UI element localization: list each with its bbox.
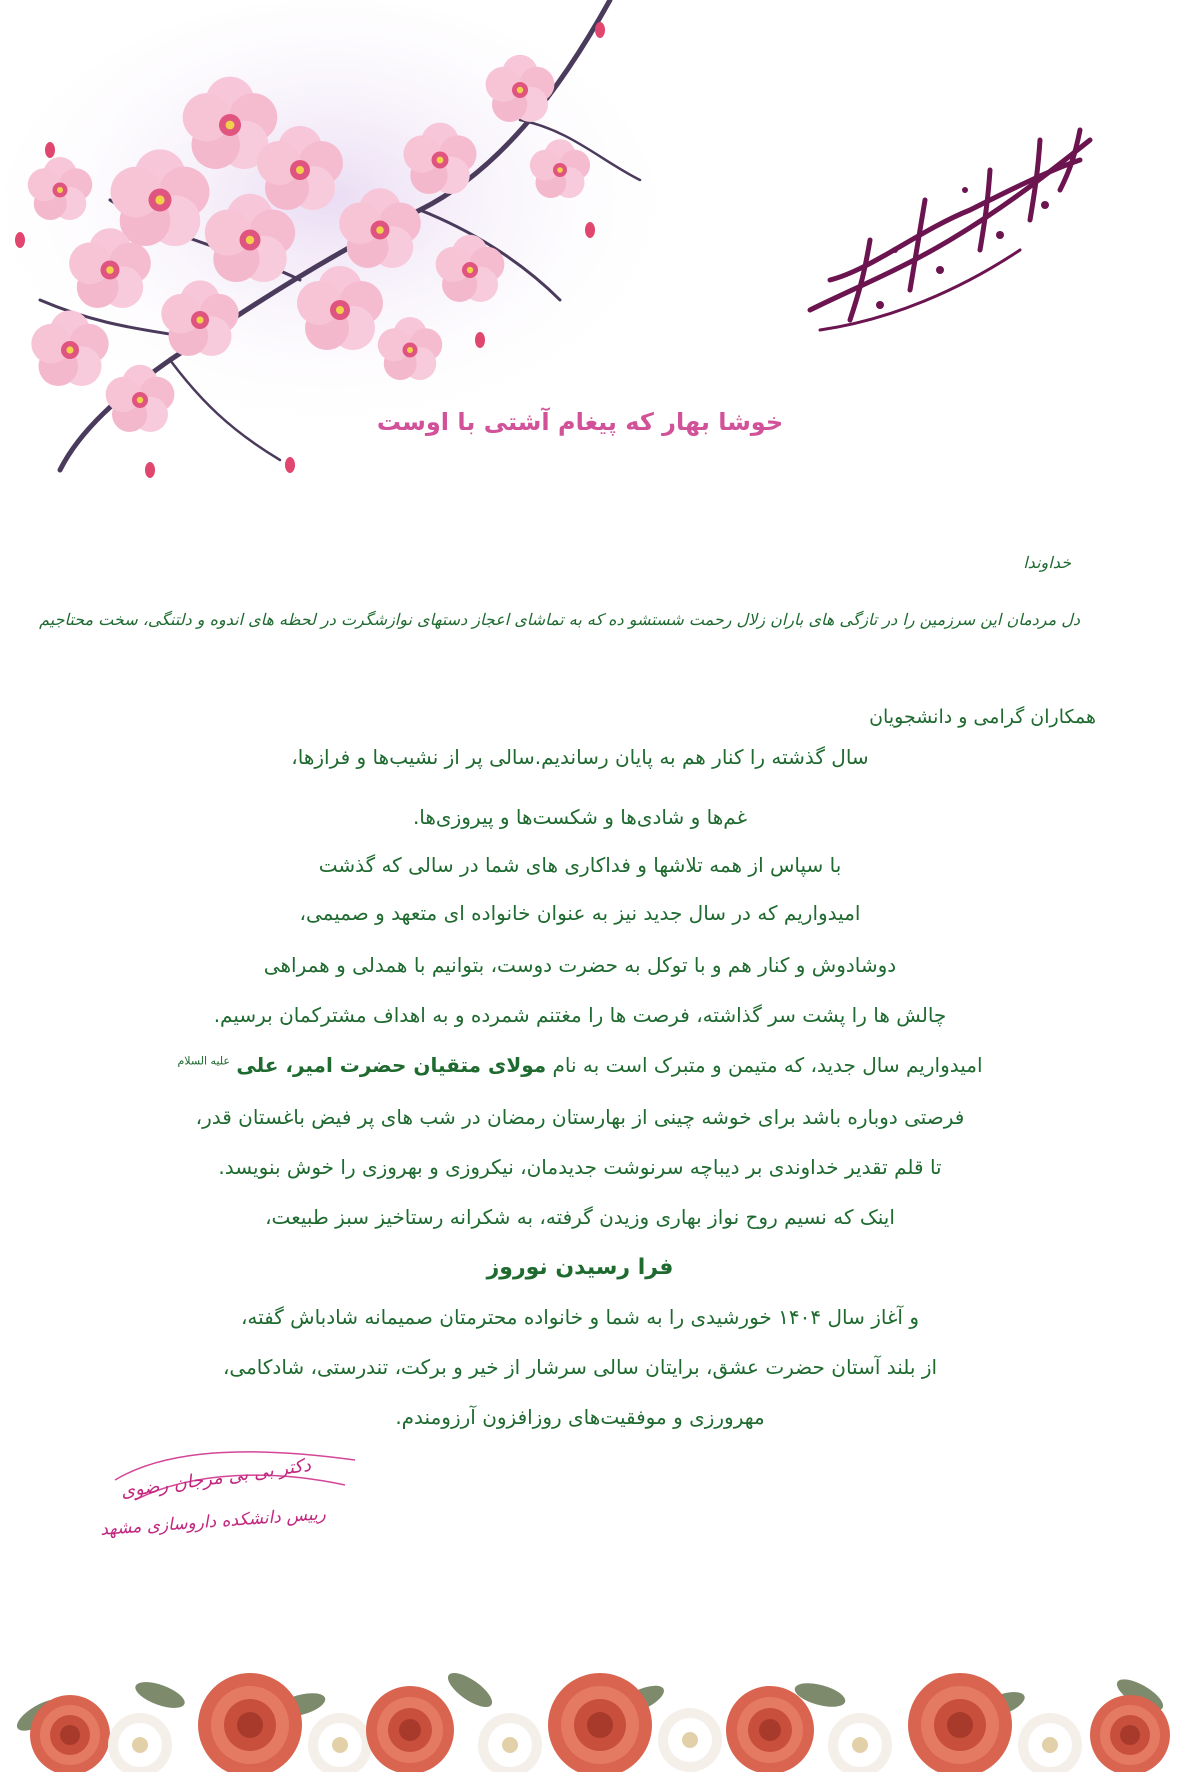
- calligraphy-prayer: [790, 120, 1110, 340]
- body-line-9: تا قلم تقدیر خداوندی بر دیباچه سرنوشت جدیدمان، نیکروزی و بهروزی را خوش بنویسد.: [218, 1155, 942, 1179]
- invocation-text: خداوندا: [1023, 553, 1071, 572]
- body-line-10: اینک که نسیم روح نواز بهاری وزیدن گرفته، به شکرانه رستاخیز سبز طبیعت،: [265, 1205, 895, 1229]
- body-line-7-start: امیدواریم سال جدید، که متیمن و متبرک است به نام: [552, 1053, 983, 1077]
- body-line-2: غم‌ها و شادی‌ها و شکست‌ها و پیروزی‌ها.: [412, 805, 748, 829]
- body-line-3: با سپاس از همه تلاشها و فداکاری های شما در سالی که گذشت: [318, 853, 842, 877]
- greeting-line: همکاران گرامی و دانشجویان: [869, 706, 1096, 728]
- signatory-title: رییس دانشکده داروسازی مشهد: [99, 1504, 327, 1540]
- intro-prayer-line: دل مردمان این سرزمین را در تازگی های باران زلال رحمت شستشو ده که به تماشای اعجاز دستهای نوازشگرت در لحظه های اندوه و دلتنگی، سخت محتاجیم: [39, 610, 1080, 629]
- signature-scribble: [105, 1440, 365, 1560]
- body-line-13: مهرورزی و موفقیت‌های روزافزون آرزومندم.: [395, 1405, 765, 1429]
- nowruz-highlight: فرا رسیدن نوروز: [486, 1255, 674, 1280]
- signatory-name: دکتر بی بی مرجان رضوی: [119, 1454, 313, 1503]
- imam-ali-name: مولای متقیان حضرت امیر، علی: [236, 1053, 547, 1077]
- body-line-7: [110, 1053, 1050, 1077]
- motto-heading: خوشا بهار که پیغام آشتی با اوست: [376, 408, 784, 436]
- body-line-12: از بلند آستان حضرت عشق، برایتان سالی سرشار از خیر و برکت، تندرستی، شادکامی،: [222, 1355, 938, 1379]
- body-line-4: امیدواریم که در سال جدید نیز به عنوان خانواده ای متعهد و صمیمی،: [299, 901, 861, 925]
- body-line-8: فرصتی دوباره باشد برای خوشه چینی از بهارستان رمضان در شب های پر فیض باغستان قدر،: [195, 1105, 965, 1129]
- body-line-5: دوشادوش و کنار هم و با توکل به حضرت دوست، بتوانیم با همدلی و همراهی: [263, 953, 897, 977]
- body-line-6: چالش ها را پشت سر گذاشته، فرصت ها را مغتنم شمرده و به اهداف مشترکمان برسیم.: [213, 1003, 947, 1027]
- flower-border: [0, 1595, 1181, 1772]
- body-line-11: و آغاز سال ۱۴۰۴ خورشیدی را به شما و خانواده محترمتان صمیمانه شادباش گفته،: [240, 1305, 920, 1329]
- honorific: علیه السلام: [177, 1054, 230, 1068]
- body-line-1: سال گذشته را کنار هم به پایان رساندیم.سالی پر از نشیب‌ها و فرازها،: [291, 745, 869, 769]
